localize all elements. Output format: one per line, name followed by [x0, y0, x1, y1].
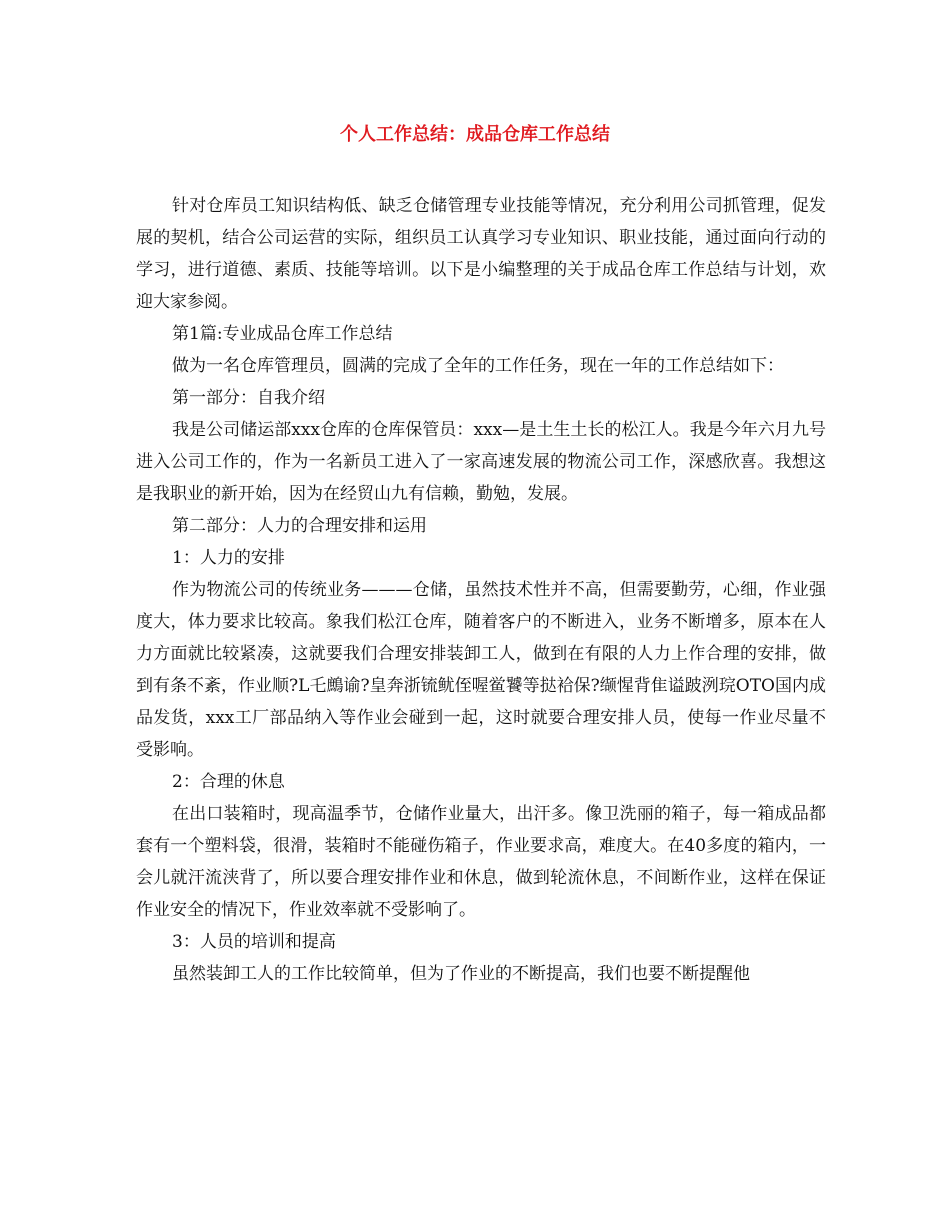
- document-title: 个人工作总结：成品仓库工作总结: [340, 124, 610, 145]
- paragraph: 第1篇:专业成品仓库工作总结: [172, 324, 393, 344]
- paragraph: 第一部分：自我介绍: [172, 388, 325, 408]
- paragraph: 作为物流公司的传统业务———仓储，虽然技术性并不高，但需要勤劳，心细，作业强度大，体力要求比较高。象我们松江仓库，随着客户的不断进入，业务不断增多，原本在人力方面就比较紧凑，这就要我们合理安排装卸工人，做到在有限的人力上作合理的安排，做到有条不紊，作业顺?L乇鷓谕?皇奔浙锍鱿侄喔鲎饕等挞袷保?缬惺背隹谥跛洌琓OTO国内成品发货，xxx工厂部品纳入等作业会碰到一起，这时就要合理安排人员，使每一作业尽量不受影响。: [136, 580, 826, 760]
- paragraph: 针对仓库员工知识结构低、缺乏仓储管理专业技能等情况，充分利用公司抓管理，促发展的契机，结合公司运营的实际，组织员工认真学习专业知识、职业技能，通过面向行动的学习，进行道德、素质、技能等培训。以下是小编整理的关于成品仓库工作总结与计划，欢迎大家参阅。: [136, 196, 826, 312]
- paragraph: 3：人员的培训和提高: [172, 932, 336, 952]
- paragraph: 虽然装卸工人的工作比较简单，但为了作业的不断提高，我们也要不断提醒他: [172, 964, 750, 984]
- paragraph: 我是公司储运部xxx仓库的仓库保管员：xxx—是土生土长的松江人。我是今年六月九号进入公司工作的，作为一名新员工进入了一家高速发展的物流公司工作，深感欣喜。我想这是我职业的新开始，因为在经贸山九有信赖，勤勉，发展。: [136, 420, 826, 504]
- paragraph: 第二部分：人力的合理安排和运用: [172, 516, 427, 536]
- paragraph: 做为一名仓库管理员，圆满的完成了全年的工作任务，现在一年的工作总结如下：: [172, 356, 784, 376]
- paragraph: 1：人力的安排: [172, 548, 285, 568]
- paragraph: 2：合理的休息: [172, 772, 285, 792]
- document-body: [136, 190, 826, 990]
- paragraph: 在出口装箱时，现高温季节，仓储作业量大，出汗多。像卫洗丽的箱子，每一箱成品都套有一个塑料袋，很滑，装箱时不能碰伤箱子，作业要求高，难度大。在40多度的箱内，一会儿就汗流浃背了，所以要合理安排作业和休息，做到轮流休息，不间断作业，这样在保证作业安全的情况下，作业效率就不受影响了。: [136, 804, 826, 920]
